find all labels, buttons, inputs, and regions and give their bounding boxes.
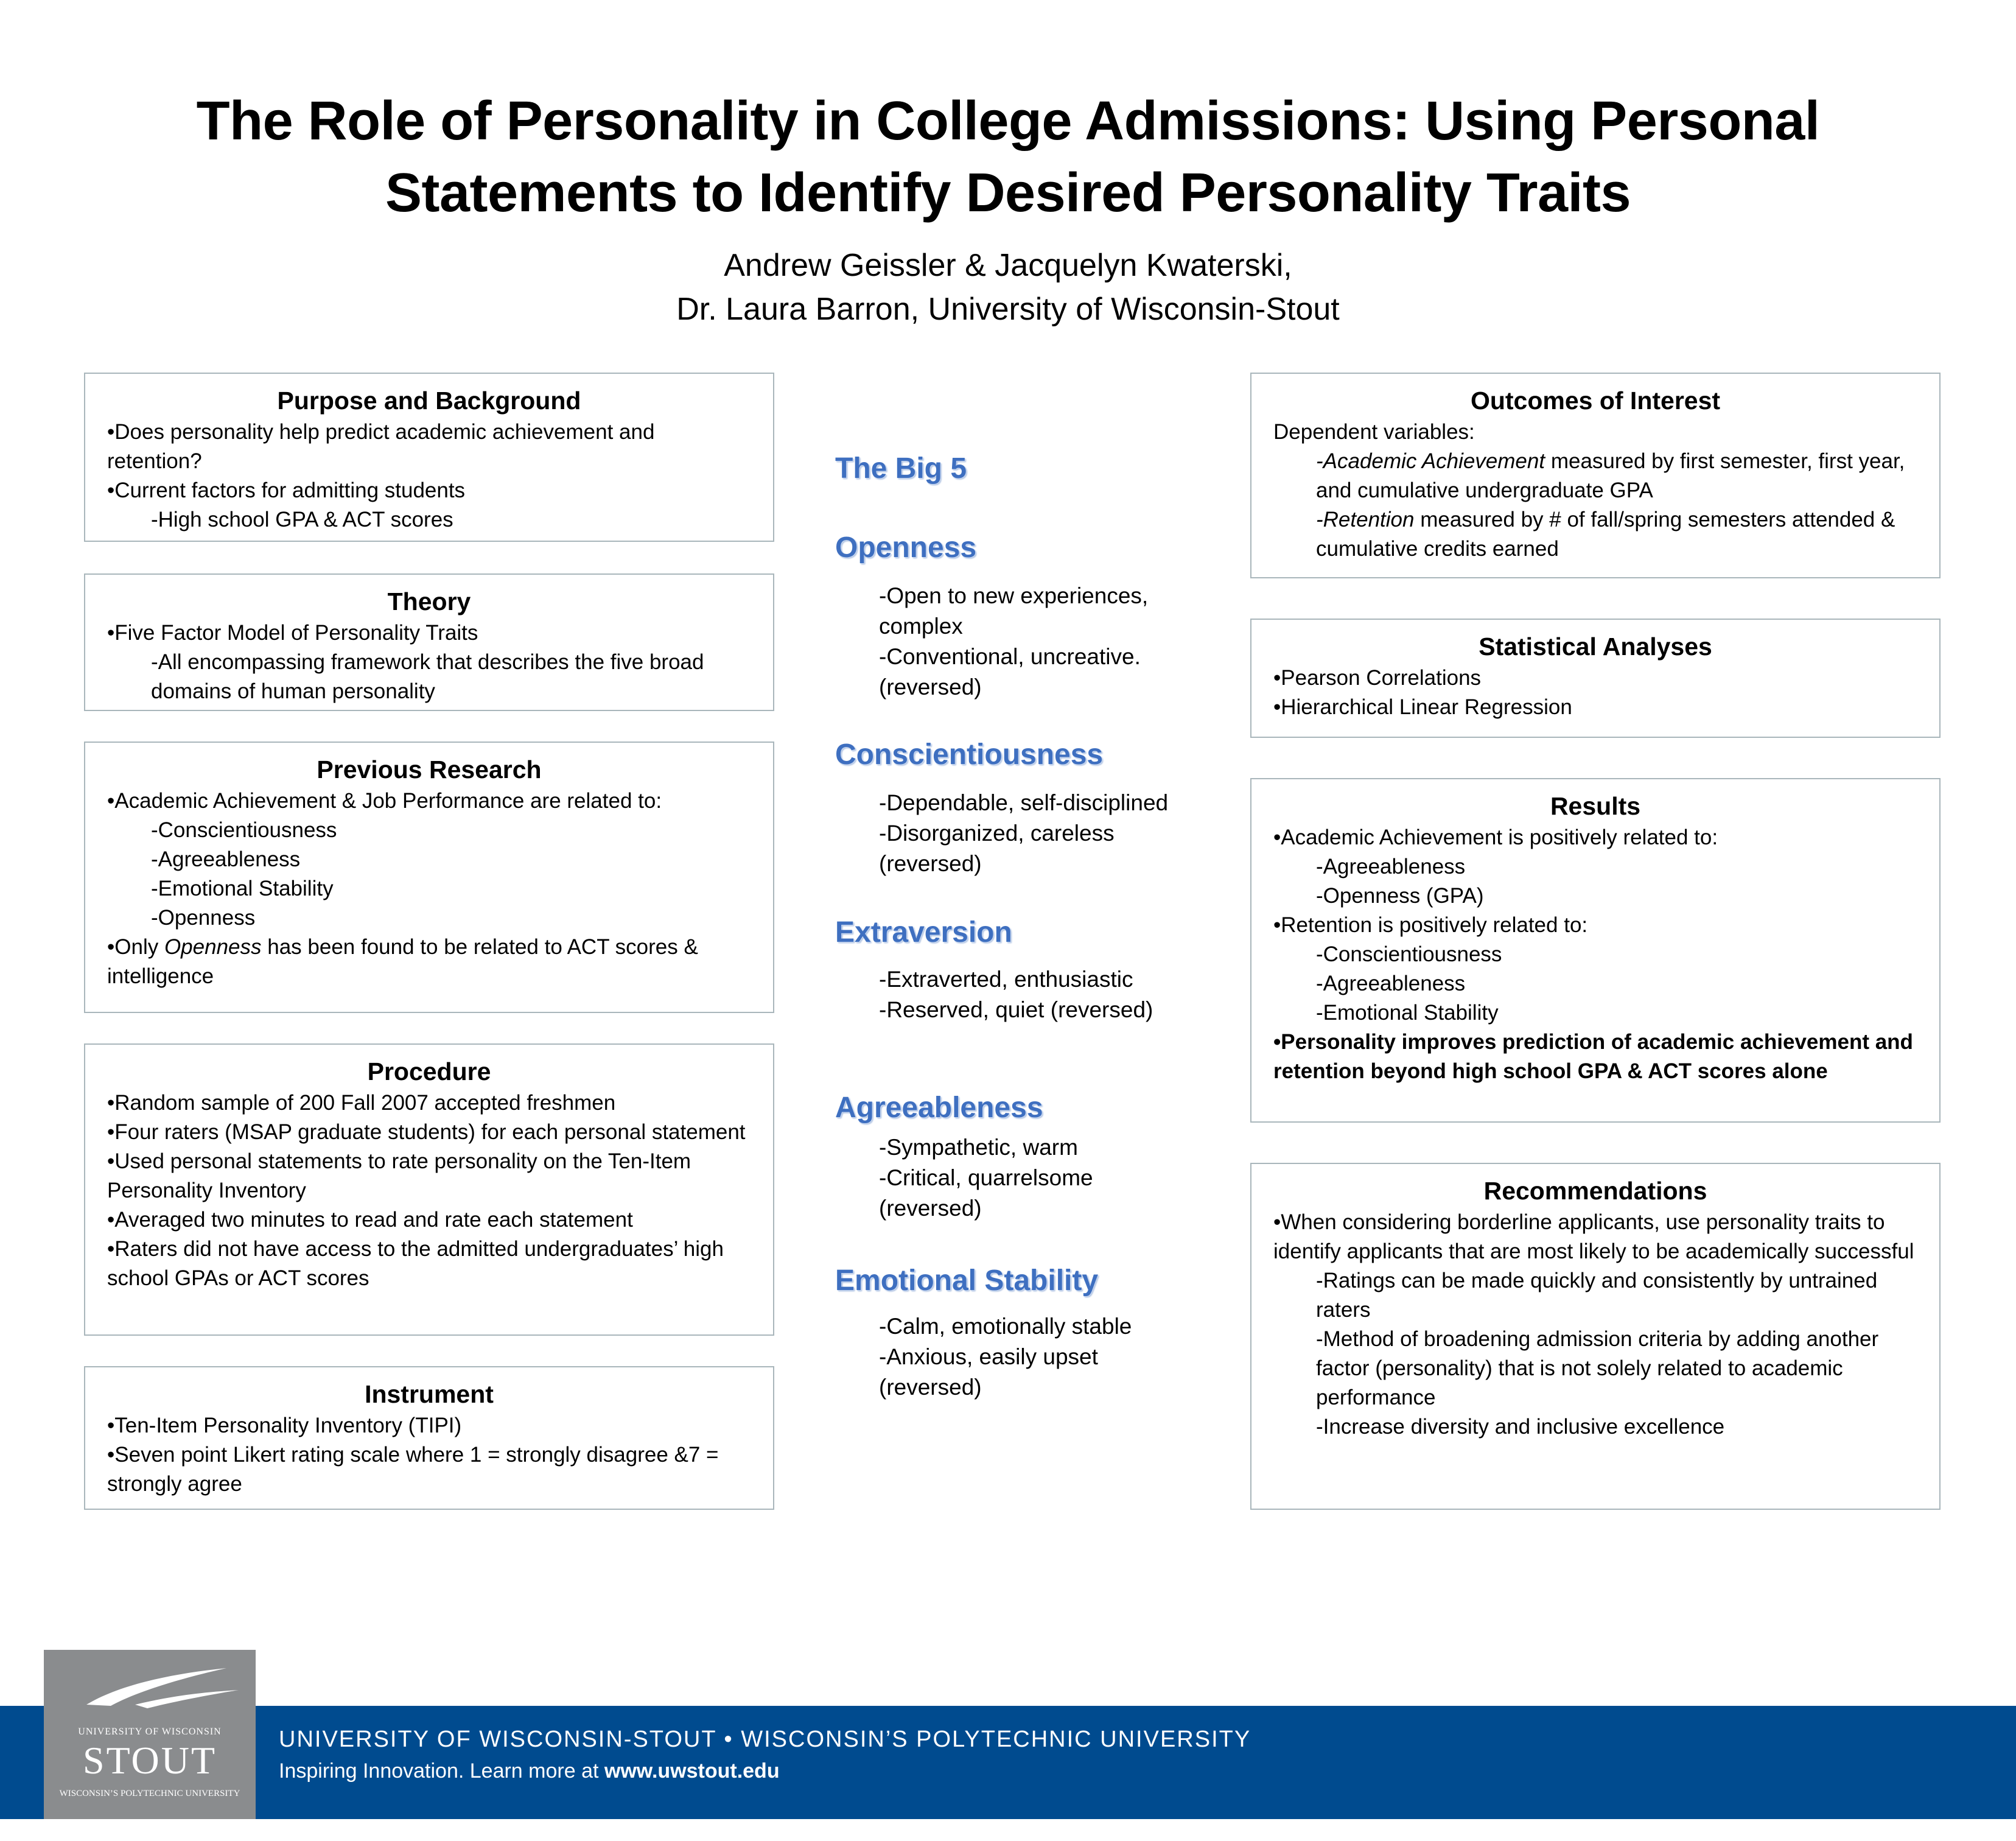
previous-b2-post: has been found to be related to ACT scores & intelligence — [107, 935, 698, 988]
previous-item: -Openness — [151, 906, 256, 930]
authors — [0, 244, 2016, 331]
results-item: -Agreeableness — [1316, 855, 1466, 878]
trait-extraversion-heading: Extraversion — [835, 916, 1012, 949]
procedure-heading: Procedure — [367, 1057, 491, 1085]
outcomes-item-rest: measured by # of fall/spring semesters attended & cumulative credits earned — [1316, 508, 1895, 561]
trait-emotional-stability-desc — [879, 1311, 1195, 1403]
outcomes-item — [1273, 505, 1917, 564]
authors-line-2: Dr. Laura Barron, University of Wisconsin-Stout — [676, 292, 1340, 327]
previous-b2-pre: •Only — [107, 935, 164, 959]
results-bullet: •Academic Achievement is positively related to: — [1273, 826, 1718, 849]
trait-desc-line: -Anxious, easily upset (reversed) — [879, 1344, 1098, 1400]
results-item: -Agreeableness — [1316, 972, 1466, 995]
trait-extraversion-desc — [879, 964, 1195, 1025]
uw-stout-logo — [44, 1650, 256, 1819]
outcomes-box — [1250, 373, 1941, 578]
trait-desc-line: -Calm, emotionally stable — [879, 1314, 1132, 1339]
outcomes-heading: Outcomes of Interest — [1470, 387, 1721, 415]
procedure-box — [84, 1043, 774, 1336]
previous-research-box — [84, 742, 774, 1013]
trait-desc-line: -Conventional, uncreative. (reversed) — [879, 644, 1141, 700]
big5-heading: The Big 5 — [835, 452, 967, 485]
instrument-bullet: •Ten-Item Personality Inventory (TIPI) — [107, 1414, 462, 1437]
authors-line-1: Andrew Geissler & Jacquelyn Kwaterski, — [724, 248, 1292, 283]
recommendations-item: -Increase diversity and inclusive excellence — [1316, 1415, 1725, 1439]
trait-desc-line: -Disorganized, careless (reversed) — [879, 821, 1115, 876]
trait-conscientiousness-heading: Conscientiousness — [835, 738, 1104, 771]
trait-desc-line: -Reserved, quiet (reversed) — [879, 997, 1153, 1022]
trait-agreeableness-desc — [879, 1132, 1195, 1224]
statistical-analyses-box — [1250, 619, 1941, 738]
footer-tagline-text: Inspiring Innovation. Learn more at — [279, 1759, 604, 1783]
previous-item: -Emotional Stability — [151, 877, 334, 900]
recommendations-heading: Recommendations — [1483, 1177, 1707, 1205]
footer-url-link[interactable]: www.uwstout.edu — [604, 1759, 780, 1783]
results-item: -Openness (GPA) — [1316, 884, 1484, 908]
outcomes-item-em: -Retention — [1316, 508, 1415, 531]
big5-panel — [835, 451, 1200, 1400]
instrument-box — [84, 1366, 774, 1510]
logo-bottom-text: WISCONSIN’S POLYTECHNIC UNIVERSITY — [59, 1789, 240, 1798]
trait-desc-line: -Dependable, self-disciplined — [879, 790, 1169, 815]
purpose-bullet: •Current factors for admitting students — [107, 479, 466, 502]
previous-heading: Previous Research — [317, 756, 542, 784]
purpose-bullet: •Does personality help predict academic achievement and retention? — [107, 420, 655, 473]
purpose-subitem: -High school GPA & ACT scores — [151, 508, 453, 531]
poster-title — [0, 85, 2016, 229]
swoosh-icon — [44, 1650, 256, 1723]
logo-top-text: UNIVERSITY OF WISCONSIN — [78, 1727, 222, 1737]
outcomes-item-em: -Academic Achievement — [1316, 449, 1545, 473]
previous-item: -Conscientiousness — [151, 818, 337, 842]
recommendations-bullet: •When considering borderline applicants, use personality traits to identify applicants that are most likely to be academically successful — [1273, 1210, 1914, 1263]
trait-openness-desc — [879, 581, 1195, 703]
results-box — [1250, 778, 1941, 1123]
title-line-1: The Role of Personality in College Admissions: Using Personal — [196, 91, 1820, 152]
results-conclusion: •Personality improves prediction of academic achievement and retention beyond high school GPA & ACT scores alone — [1273, 1030, 1913, 1083]
outcomes-item — [1273, 447, 1917, 505]
purpose-box — [84, 373, 774, 542]
trait-agreeableness-heading: Agreeableness — [835, 1092, 1043, 1124]
procedure-bullet: •Averaged two minutes to read and rate each statement — [107, 1208, 633, 1232]
title-line-2: Statements to Identify Desired Personality Traits — [385, 163, 1631, 223]
trait-desc-line: -Critical, quarrelsome (reversed) — [879, 1165, 1093, 1221]
results-bullet: •Retention is positively related to: — [1273, 913, 1588, 937]
previous-bullet — [107, 933, 751, 991]
recommendations-item: -Method of broadening admission criteria by adding another factor (personality) that is not solely related to academic performance — [1316, 1327, 1879, 1409]
results-heading: Results — [1550, 792, 1641, 820]
trait-desc-line: -Extraverted, enthusiastic — [879, 967, 1133, 992]
footer-tagline — [279, 1757, 780, 1785]
results-item: -Conscientiousness — [1316, 942, 1502, 966]
trait-openness-heading: Openness — [835, 531, 977, 564]
outcomes-item-rest: measured by first semester, first year, and cumulative undergraduate GPA — [1316, 449, 1905, 502]
theory-subitem: -All encompassing framework that describes the five broad domains of human personality — [151, 650, 704, 703]
trait-desc-line: -Sympathetic, warm — [879, 1135, 1078, 1160]
instrument-bullet: •Seven point Likert rating scale where 1 = strongly disagree &7 = strongly agree — [107, 1443, 719, 1496]
procedure-bullet: •Raters did not have access to the admitted undergraduates’ high school GPAs or ACT scores — [107, 1237, 724, 1290]
results-item: -Emotional Stability — [1316, 1001, 1499, 1025]
stats-bullet: •Hierarchical Linear Regression — [1273, 695, 1572, 719]
recommendations-item: -Ratings can be made quickly and consistently by untrained raters — [1316, 1269, 1878, 1322]
instrument-heading: Instrument — [365, 1380, 494, 1408]
logo-main-text: STOUT — [82, 1739, 217, 1782]
stats-bullet: •Pearson Correlations — [1273, 666, 1482, 690]
purpose-heading: Purpose and Background — [277, 387, 581, 415]
previous-b2-em: Openness — [164, 935, 262, 959]
theory-box — [84, 573, 774, 711]
previous-bullet: •Academic Achievement & Job Performance are related to: — [107, 789, 662, 813]
stats-heading: Statistical Analyses — [1479, 633, 1712, 661]
theory-heading: Theory — [387, 587, 471, 615]
trait-desc-line: -Open to new experiences, complex — [879, 583, 1149, 639]
trait-conscientiousness-desc — [879, 788, 1195, 879]
procedure-bullet: •Random sample of 200 Fall 2007 accepted freshmen — [107, 1091, 616, 1115]
recommendations-box — [1250, 1163, 1941, 1510]
procedure-bullet: •Used personal statements to rate personality on the Ten-Item Personality Inventory — [107, 1149, 691, 1202]
trait-emotional-stability-heading: Emotional Stability — [835, 1264, 1099, 1297]
procedure-bullet: •Four raters (MSAP graduate students) for each personal statement — [107, 1120, 746, 1144]
theory-bullet: •Five Factor Model of Personality Traits — [107, 621, 478, 645]
footer-university-line: UNIVERSITY OF WISCONSIN-STOUT • WISCONSIN’S POLYTECHNIC UNIVERSITY — [279, 1727, 1251, 1752]
previous-item: -Agreeableness — [151, 847, 301, 871]
outcomes-intro: Dependent variables: — [1273, 420, 1475, 444]
